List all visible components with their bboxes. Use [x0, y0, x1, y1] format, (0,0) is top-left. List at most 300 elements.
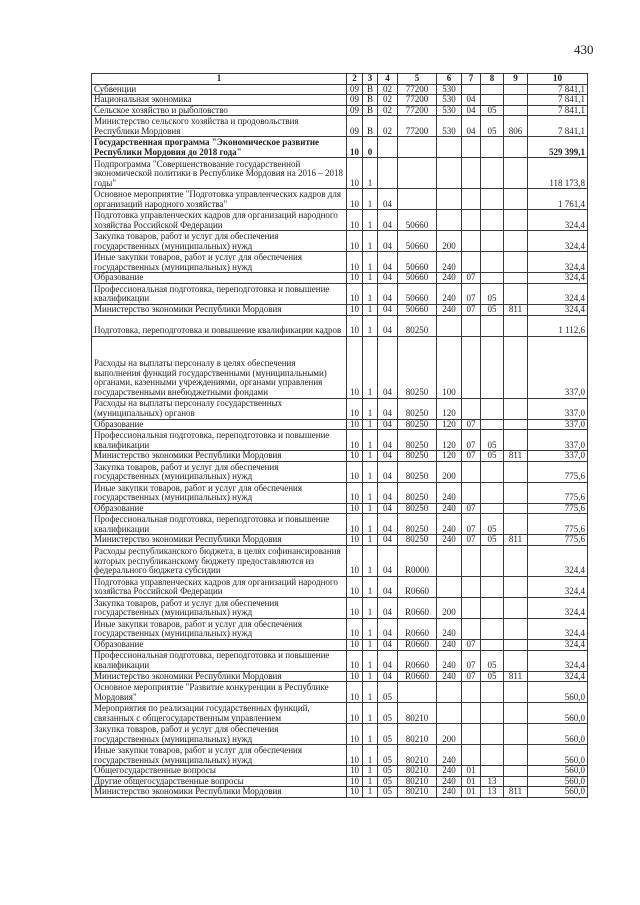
code-4: 02 — [378, 84, 398, 95]
code-4: 04 — [378, 336, 398, 398]
code-6: 240 — [437, 503, 462, 514]
table-row — [92, 419, 588, 430]
code-3: 1 — [363, 787, 378, 798]
code-3: В — [363, 95, 378, 106]
code-2: 10 — [347, 503, 363, 514]
code-4: 04 — [378, 451, 398, 462]
amount: 775,6 — [528, 461, 588, 482]
code-7: 07 — [462, 304, 481, 315]
code-9 — [504, 724, 528, 745]
code-6 — [437, 137, 462, 158]
code-2: 10 — [347, 703, 363, 724]
code-7: 01 — [462, 776, 481, 787]
code-9: 811 — [504, 671, 528, 682]
code-9 — [504, 210, 528, 231]
code-9 — [504, 703, 528, 724]
amount: 324,4 — [528, 576, 588, 597]
code-2: 09 — [347, 105, 363, 116]
amount: 7 841,1 — [528, 84, 588, 95]
code-9 — [504, 639, 528, 650]
code-3: 1 — [363, 158, 378, 189]
code-6: 240 — [437, 304, 462, 315]
code-9 — [504, 430, 528, 451]
amount: 337,0 — [528, 398, 588, 419]
code-6: 240 — [437, 618, 462, 639]
code-5: 77200 — [398, 95, 437, 106]
code-4: 04 — [378, 273, 398, 284]
code-3: 1 — [363, 304, 378, 315]
table-row — [92, 639, 588, 650]
amount: 324,4 — [528, 545, 588, 576]
code-2: 10 — [347, 639, 363, 650]
row-name: Профессиональная подготовка, переподготовка и повышение квалификации — [92, 430, 347, 451]
code-8 — [481, 618, 504, 639]
code-5: 80210 — [398, 776, 437, 787]
header-cell: 8 — [481, 74, 504, 85]
table-row — [92, 398, 588, 419]
code-4: 02 — [378, 116, 398, 137]
code-9: 811 — [504, 304, 528, 315]
amount: 324,4 — [528, 618, 588, 639]
code-7 — [462, 545, 481, 576]
code-5: R0660 — [398, 671, 437, 682]
code-5: 77200 — [398, 84, 437, 95]
code-9 — [504, 482, 528, 503]
code-6: 530 — [437, 84, 462, 95]
table-row — [92, 682, 588, 703]
code-9 — [504, 503, 528, 514]
code-5 — [398, 158, 437, 189]
row-name: Подготовка, переподготовка и повышение квалификации кадров — [92, 315, 347, 336]
header-cell: 5 — [398, 74, 437, 85]
code-7 — [462, 210, 481, 231]
code-8 — [481, 315, 504, 336]
code-4: 04 — [378, 503, 398, 514]
code-6: 200 — [437, 461, 462, 482]
code-8 — [481, 503, 504, 514]
code-7: 07 — [462, 650, 481, 671]
code-3: 1 — [363, 535, 378, 546]
table-row — [92, 336, 588, 398]
code-8 — [481, 682, 504, 703]
code-8: 05 — [481, 535, 504, 546]
amount: 7 841,1 — [528, 105, 588, 116]
code-6: 240 — [437, 482, 462, 503]
code-4: 04 — [378, 618, 398, 639]
code-8 — [481, 398, 504, 419]
code-7: 07 — [462, 639, 481, 650]
header-cell: 9 — [504, 74, 528, 85]
code-3: 1 — [363, 482, 378, 503]
code-8 — [481, 336, 504, 398]
table-row — [92, 503, 588, 514]
code-3: 1 — [363, 576, 378, 597]
code-3: 1 — [363, 639, 378, 650]
code-8: 05 — [481, 283, 504, 304]
code-7 — [462, 682, 481, 703]
code-6: 240 — [437, 535, 462, 546]
code-6: 530 — [437, 95, 462, 106]
code-3: 1 — [363, 703, 378, 724]
row-name: Закупка товаров, работ и услуг для обеспечения государственных (муниципальных) нужд — [92, 231, 347, 252]
code-5: 50660 — [398, 231, 437, 252]
code-4: 05 — [378, 682, 398, 703]
code-2: 10 — [347, 535, 363, 546]
code-3: 1 — [363, 724, 378, 745]
code-2: 10 — [347, 545, 363, 576]
row-name: Расходы на выплаты персоналу государственных (муниципальных) органов — [92, 398, 347, 419]
code-6 — [437, 576, 462, 597]
row-name: Национальная экономика — [92, 95, 347, 106]
code-2: 10 — [347, 158, 363, 189]
code-3: 1 — [363, 745, 378, 766]
code-6: 240 — [437, 766, 462, 777]
code-7 — [462, 724, 481, 745]
code-7: 04 — [462, 116, 481, 137]
code-5: R0660 — [398, 576, 437, 597]
code-9 — [504, 461, 528, 482]
code-2: 10 — [347, 745, 363, 766]
table-row — [92, 787, 588, 798]
code-4: 04 — [378, 482, 398, 503]
code-6: 120 — [437, 419, 462, 430]
table-row — [92, 597, 588, 618]
code-9 — [504, 597, 528, 618]
code-4: 04 — [378, 535, 398, 546]
code-5 — [398, 137, 437, 158]
table-row — [92, 535, 588, 546]
code-3: В — [363, 105, 378, 116]
row-name: Субвенции — [92, 84, 347, 95]
table-row — [92, 283, 588, 304]
row-name: Закупка товаров, работ и услуг для обеспечения государственных (муниципальных) нужд — [92, 724, 347, 745]
code-8: 05 — [481, 105, 504, 116]
code-5: R0000 — [398, 545, 437, 576]
row-name: Иные закупки товаров, работ и услуг для обеспечения государственных (муниципальных) нужд — [92, 482, 347, 503]
amount: 324,4 — [528, 597, 588, 618]
code-9 — [504, 273, 528, 284]
code-4: 05 — [378, 745, 398, 766]
code-5: 80250 — [398, 430, 437, 451]
code-3: 1 — [363, 419, 378, 430]
code-2: 10 — [347, 597, 363, 618]
code-7 — [462, 597, 481, 618]
code-4 — [378, 158, 398, 189]
code-3: 1 — [363, 430, 378, 451]
row-name: Профессиональная подготовка, переподготовка и повышение квалификации — [92, 514, 347, 535]
code-4: 05 — [378, 724, 398, 745]
code-8: 05 — [481, 514, 504, 535]
code-4: 04 — [378, 639, 398, 650]
code-3: 1 — [363, 618, 378, 639]
code-7: 04 — [462, 95, 481, 106]
row-name: Сельское хозяйство и рыболовство — [92, 105, 347, 116]
code-6 — [437, 210, 462, 231]
code-5: 50660 — [398, 304, 437, 315]
row-name: Иные закупки товаров, работ и услуг для обеспечения государственных (муниципальных) нужд — [92, 618, 347, 639]
code-2: 10 — [347, 419, 363, 430]
code-6: 240 — [437, 273, 462, 284]
table-row — [92, 252, 588, 273]
row-name: Образование — [92, 639, 347, 650]
code-3: 1 — [363, 545, 378, 576]
code-9 — [504, 682, 528, 703]
table-row — [92, 514, 588, 535]
code-4: 05 — [378, 766, 398, 777]
code-8 — [481, 419, 504, 430]
header-cell: 7 — [462, 74, 481, 85]
code-7: 07 — [462, 430, 481, 451]
code-7 — [462, 158, 481, 189]
table-row — [92, 482, 588, 503]
code-8: 05 — [481, 430, 504, 451]
code-4: 04 — [378, 545, 398, 576]
row-name: Общегосударственные вопросы — [92, 766, 347, 777]
code-3: 0 — [363, 137, 378, 158]
code-2: 10 — [347, 650, 363, 671]
code-9 — [504, 419, 528, 430]
header-cell: 1 — [92, 74, 347, 85]
code-8 — [481, 639, 504, 650]
code-9 — [504, 776, 528, 787]
code-9 — [504, 137, 528, 158]
code-8 — [481, 252, 504, 273]
amount: 560,0 — [528, 703, 588, 724]
table-row — [92, 189, 588, 210]
amount: 775,6 — [528, 535, 588, 546]
table-row — [92, 273, 588, 284]
amount: 324,4 — [528, 210, 588, 231]
code-2: 09 — [347, 116, 363, 137]
code-4: 04 — [378, 419, 398, 430]
code-6: 240 — [437, 776, 462, 787]
row-name: Министерство экономики Республики Мордовия — [92, 451, 347, 462]
code-7 — [462, 618, 481, 639]
code-5: 80250 — [398, 315, 437, 336]
code-6 — [437, 189, 462, 210]
code-7 — [462, 252, 481, 273]
code-2: 10 — [347, 273, 363, 284]
row-name: Образование — [92, 273, 347, 284]
code-7 — [462, 703, 481, 724]
code-2: 10 — [347, 787, 363, 798]
code-5: 80210 — [398, 724, 437, 745]
code-9: 811 — [504, 787, 528, 798]
header-cell: 3 — [363, 74, 378, 85]
code-8: 05 — [481, 304, 504, 315]
code-7: 07 — [462, 503, 481, 514]
code-7: 07 — [462, 514, 481, 535]
code-5: R0660 — [398, 639, 437, 650]
amount: 560,0 — [528, 745, 588, 766]
code-4: 04 — [378, 576, 398, 597]
code-6 — [437, 158, 462, 189]
code-7 — [462, 189, 481, 210]
code-9 — [504, 84, 528, 95]
code-9 — [504, 514, 528, 535]
row-name: Другие общегосударственные вопросы — [92, 776, 347, 787]
amount: 324,4 — [528, 273, 588, 284]
code-8 — [481, 189, 504, 210]
code-4: 04 — [378, 514, 398, 535]
code-3: В — [363, 116, 378, 137]
table-row — [92, 315, 588, 336]
code-8 — [481, 84, 504, 95]
code-6: 100 — [437, 336, 462, 398]
code-9 — [504, 158, 528, 189]
amount: 324,4 — [528, 304, 588, 315]
table-header-row — [92, 74, 588, 85]
row-name: Основное мероприятие "Развитие конкуренции в Республике Мордовия" — [92, 682, 347, 703]
table-row — [92, 724, 588, 745]
row-name: Подготовка управленческих кадров для организаций народного хозяйства Российской Федерации — [92, 210, 347, 231]
code-5: 80210 — [398, 787, 437, 798]
row-name: Иные закупки товаров, работ и услуг для обеспечения государственных (муниципальных) нужд — [92, 745, 347, 766]
code-7 — [462, 84, 481, 95]
code-4: 04 — [378, 252, 398, 273]
code-5: 80250 — [398, 503, 437, 514]
code-5: 77200 — [398, 105, 437, 116]
code-4: 04 — [378, 189, 398, 210]
code-5: 80250 — [398, 535, 437, 546]
row-name: Иные закупки товаров, работ и услуг для обеспечения государственных (муниципальных) нужд — [92, 252, 347, 273]
code-4: 05 — [378, 787, 398, 798]
code-8 — [481, 597, 504, 618]
code-6: 120 — [437, 451, 462, 462]
code-4: 04 — [378, 315, 398, 336]
code-6: 240 — [437, 514, 462, 535]
code-4: 04 — [378, 231, 398, 252]
row-name: Закупка товаров, работ и услуг для обеспечения государственных (муниципальных) нужд — [92, 597, 347, 618]
code-2: 10 — [347, 315, 363, 336]
code-6: 120 — [437, 430, 462, 451]
table-row — [92, 576, 588, 597]
amount: 1 112,6 — [528, 315, 588, 336]
code-5: 50660 — [398, 273, 437, 284]
code-6: 240 — [437, 639, 462, 650]
code-4: 02 — [378, 95, 398, 106]
code-8 — [481, 482, 504, 503]
code-8 — [481, 137, 504, 158]
code-2: 10 — [347, 766, 363, 777]
code-9 — [504, 398, 528, 419]
code-3: 1 — [363, 315, 378, 336]
code-2: 10 — [347, 189, 363, 210]
code-5: 50660 — [398, 210, 437, 231]
table-row — [92, 84, 588, 95]
code-6: 240 — [437, 283, 462, 304]
amount: 324,4 — [528, 283, 588, 304]
table-row — [92, 430, 588, 451]
row-name: Министерство экономики Республики Мордовия — [92, 535, 347, 546]
code-8 — [481, 703, 504, 724]
code-3: 1 — [363, 273, 378, 284]
code-5: 50660 — [398, 283, 437, 304]
header-cell: 4 — [378, 74, 398, 85]
amount: 337,0 — [528, 430, 588, 451]
code-3: 1 — [363, 514, 378, 535]
code-7: 07 — [462, 283, 481, 304]
code-2: 10 — [347, 398, 363, 419]
code-7: 01 — [462, 787, 481, 798]
code-9 — [504, 576, 528, 597]
code-3: 1 — [363, 650, 378, 671]
code-2: 10 — [347, 283, 363, 304]
code-2: 10 — [347, 671, 363, 682]
code-9 — [504, 283, 528, 304]
code-7: 07 — [462, 451, 481, 462]
code-3: 1 — [363, 682, 378, 703]
amount: 324,4 — [528, 650, 588, 671]
amount: 324,4 — [528, 252, 588, 273]
code-6: 120 — [437, 398, 462, 419]
code-2: 10 — [347, 724, 363, 745]
amount: 337,0 — [528, 451, 588, 462]
row-name: Закупка товаров, работ и услуг для обеспечения государственных (муниципальных) нужд — [92, 461, 347, 482]
code-7: 07 — [462, 671, 481, 682]
row-name: Расходы республиканского бюджета, в целях софинансирования которых республиканскому бюджету предоставляются из федерального бюджета субсидии — [92, 545, 347, 576]
code-3: 1 — [363, 597, 378, 618]
code-7 — [462, 398, 481, 419]
code-2: 10 — [347, 252, 363, 273]
code-9 — [504, 231, 528, 252]
code-2: 10 — [347, 514, 363, 535]
code-2: 10 — [347, 210, 363, 231]
code-2: 10 — [347, 231, 363, 252]
amount: 324,4 — [528, 231, 588, 252]
code-4: 04 — [378, 461, 398, 482]
code-7 — [462, 745, 481, 766]
code-6 — [437, 545, 462, 576]
code-8: 13 — [481, 776, 504, 787]
code-7 — [462, 231, 481, 252]
code-2: 10 — [347, 137, 363, 158]
code-5: 80250 — [398, 482, 437, 503]
amount: 560,0 — [528, 682, 588, 703]
code-8: 13 — [481, 787, 504, 798]
table-row — [92, 671, 588, 682]
code-3: 1 — [363, 231, 378, 252]
code-7 — [462, 482, 481, 503]
row-name: Мероприятия по реализации государственных функций, связанных с общегосударственным управлением — [92, 703, 347, 724]
code-2: 10 — [347, 451, 363, 462]
code-3: 1 — [363, 766, 378, 777]
table-row — [92, 745, 588, 766]
code-5: 80210 — [398, 766, 437, 777]
page-number: 430 — [574, 42, 594, 57]
code-6: 240 — [437, 787, 462, 798]
code-6: 240 — [437, 650, 462, 671]
budget-table — [91, 73, 588, 798]
code-9 — [504, 766, 528, 777]
code-9: 811 — [504, 451, 528, 462]
code-7 — [462, 576, 481, 597]
row-name: Министерство экономики Республики Мордовия — [92, 787, 347, 798]
code-5: 50660 — [398, 252, 437, 273]
amount: 337,0 — [528, 336, 588, 398]
row-name: Министерство экономики Республики Мордовия — [92, 304, 347, 315]
code-5: R0660 — [398, 618, 437, 639]
code-4: 04 — [378, 210, 398, 231]
amount: 560,0 — [528, 787, 588, 798]
code-3: 1 — [363, 671, 378, 682]
code-3: 1 — [363, 210, 378, 231]
code-2: 10 — [347, 304, 363, 315]
code-8 — [481, 461, 504, 482]
code-6 — [437, 315, 462, 336]
code-2: 10 — [347, 682, 363, 703]
code-5: 80250 — [398, 451, 437, 462]
